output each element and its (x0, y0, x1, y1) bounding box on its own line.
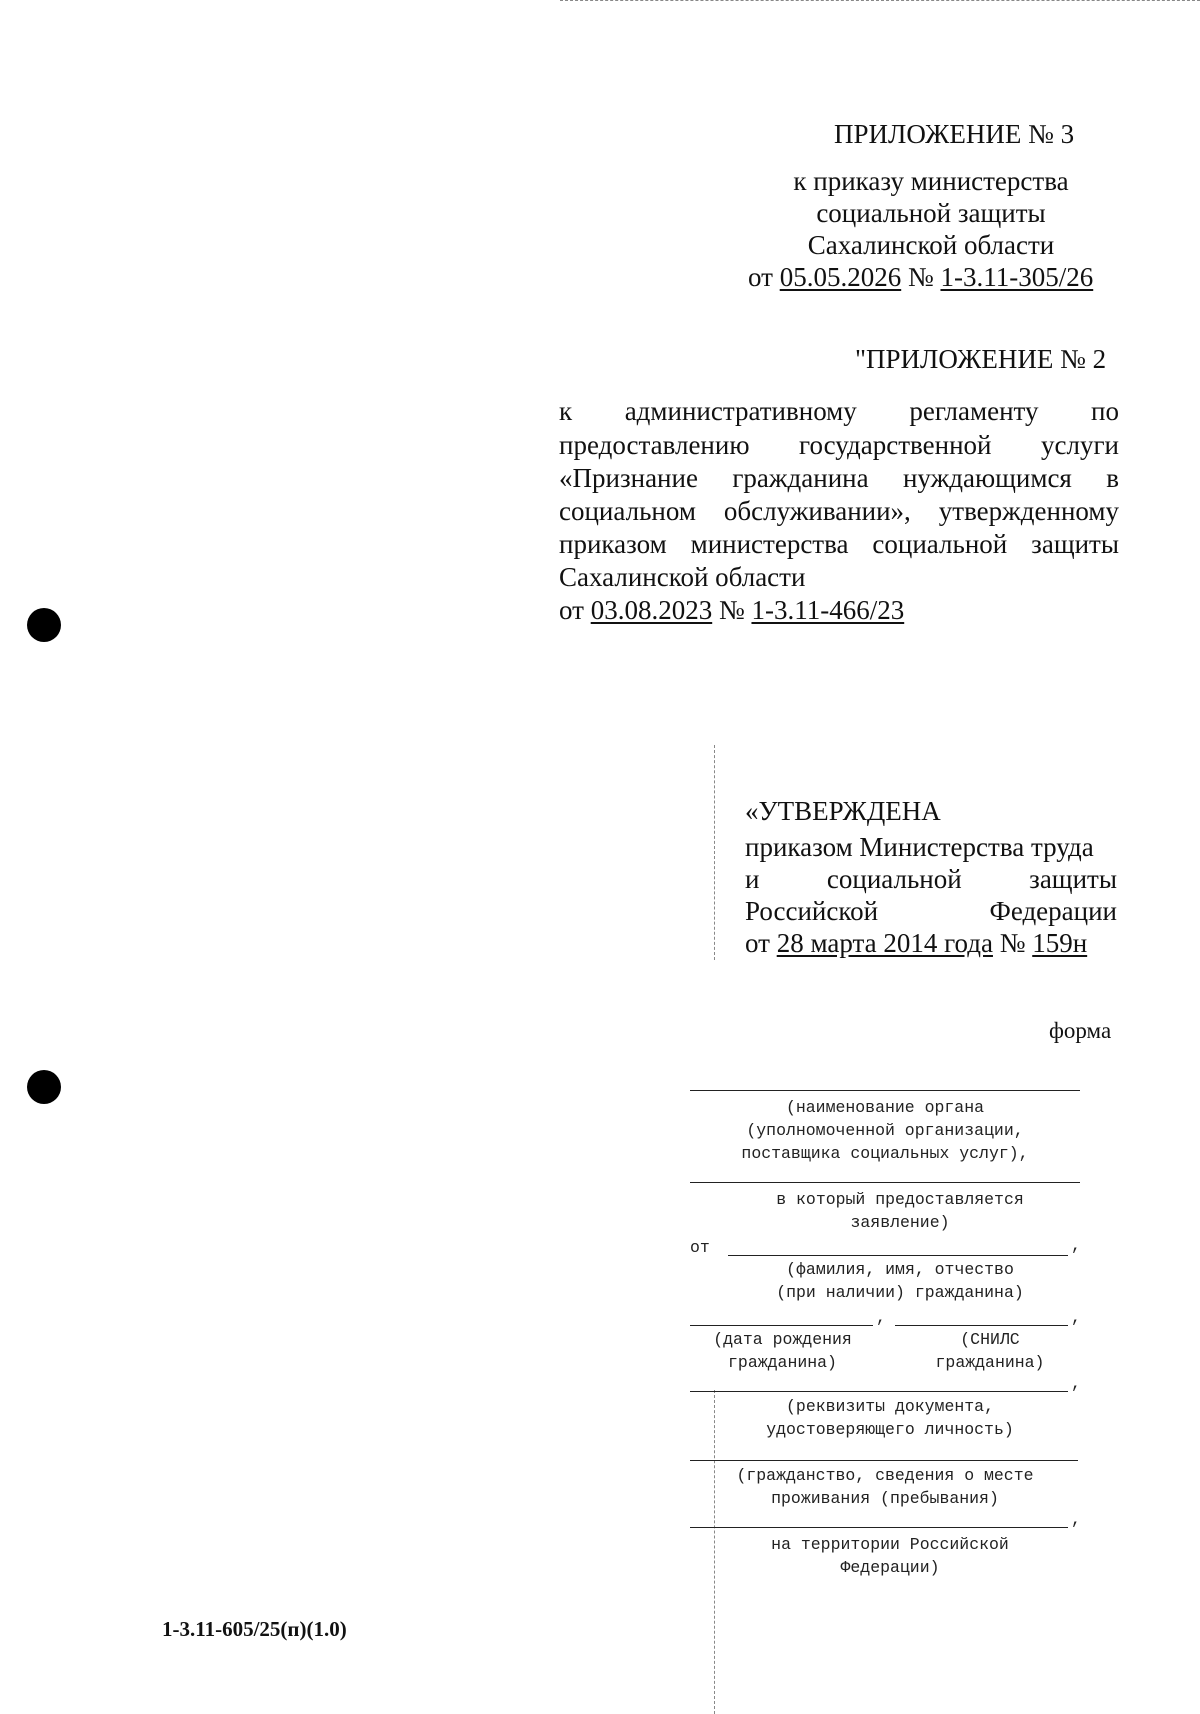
punch-hole (27, 1070, 61, 1104)
punch-hole (27, 608, 61, 642)
appendix-3-date-line (748, 261, 1093, 293)
id-document-caption: удостоверяющего личность) (766, 1420, 1014, 1439)
appendix-2-line: к административному регламенту по (559, 396, 1119, 426)
number-prefix: № (907, 262, 934, 292)
recipient-caption: заявление) (850, 1213, 950, 1232)
order-date: 05.05.2026 (779, 262, 902, 292)
order-number: 1-3.11-305/26 (940, 262, 1094, 292)
birth-date-caption: (дата рождения (713, 1330, 852, 1349)
form-label: форма (1049, 1018, 1112, 1043)
applicant-name-caption: (при наличии) гражданина) (776, 1283, 1024, 1302)
approved-line: и социальной защиты (745, 864, 1117, 894)
appendix-2-line: социальном обслуживании», утвержденному (559, 496, 1119, 526)
comma: , (1071, 1308, 1081, 1327)
order-date: 28 марта 2014 года (776, 928, 993, 958)
order-number: 1-3.11-466/23 (751, 595, 905, 625)
birth-date-caption: гражданина) (728, 1353, 837, 1372)
citizenship-line (690, 1460, 1078, 1461)
from-label: от (690, 1238, 710, 1257)
appendix-3-line: социальной защиты (816, 198, 1046, 228)
applicant-name-caption: (фамилия, имя, отчество (786, 1260, 1014, 1279)
snils-line (895, 1325, 1068, 1326)
date-prefix: от (748, 262, 773, 292)
comma: , (1071, 1236, 1081, 1255)
citizenship-caption: (гражданство, сведения о месте (736, 1466, 1034, 1485)
org-name-caption: поставщика социальных услуг), (741, 1144, 1029, 1163)
birth-date-line (690, 1325, 873, 1326)
date-prefix: от (559, 595, 584, 625)
approved-line: приказом Министерства труда (745, 832, 1094, 862)
appendix-3-line: Сахалинской области (807, 230, 1055, 260)
comma: , (876, 1308, 886, 1327)
approved-line: Российской Федерации (745, 896, 1117, 926)
id-document-line (690, 1391, 1068, 1392)
order-number: 159н (1032, 928, 1088, 958)
comma: , (1071, 1374, 1081, 1393)
comma: , (1071, 1510, 1081, 1529)
date-prefix: от (745, 928, 770, 958)
appendix-3-title: ПРИЛОЖЕНИЕ № 3 (834, 119, 1075, 149)
appendix-3-line: к приказу министерства (793, 166, 1069, 196)
residence-caption: Федерации) (840, 1558, 940, 1577)
org-name-caption: (уполномоченной организации, (746, 1121, 1024, 1140)
appendix-2-title: "ПРИЛОЖЕНИЕ № 2 (855, 344, 1107, 374)
appendix-2-line: «Признание гражданина нуждающимся в (559, 463, 1119, 493)
appendix-2-line: Сахалинской области (559, 562, 806, 592)
approved-date-line (745, 927, 1087, 959)
residence-line (690, 1527, 1068, 1528)
order-date: 03.08.2023 (590, 595, 713, 625)
snils-caption: гражданина) (935, 1353, 1045, 1372)
appendix-2-line: приказом министерства социальной защиты (559, 529, 1119, 559)
appendix-2-line: предоставлению государственной услуги (559, 430, 1119, 460)
appendix-2-date-line (559, 594, 904, 626)
snils-caption: (СНИЛС (960, 1330, 1020, 1349)
org-name-line (690, 1090, 1080, 1091)
residence-caption: на территории Российской (771, 1535, 1009, 1554)
id-document-caption: (реквизиты документа, (786, 1397, 994, 1416)
number-prefix: № (999, 928, 1026, 958)
applicant-name-line (728, 1255, 1068, 1256)
scan-fold-line (714, 745, 715, 960)
document-code: 1-3.11-605/25(п)(1.0) (162, 1617, 347, 1641)
scan-edge-line (560, 0, 1200, 1)
number-prefix: № (718, 595, 745, 625)
citizenship-caption: проживания (пребывания) (771, 1489, 999, 1508)
org-name-line-2 (690, 1182, 1080, 1183)
org-name-caption: (наименование органа (785, 1098, 985, 1117)
recipient-caption: в который предоставляется (776, 1190, 1024, 1209)
approved-title: «УТВЕРЖДЕНА (745, 796, 941, 826)
